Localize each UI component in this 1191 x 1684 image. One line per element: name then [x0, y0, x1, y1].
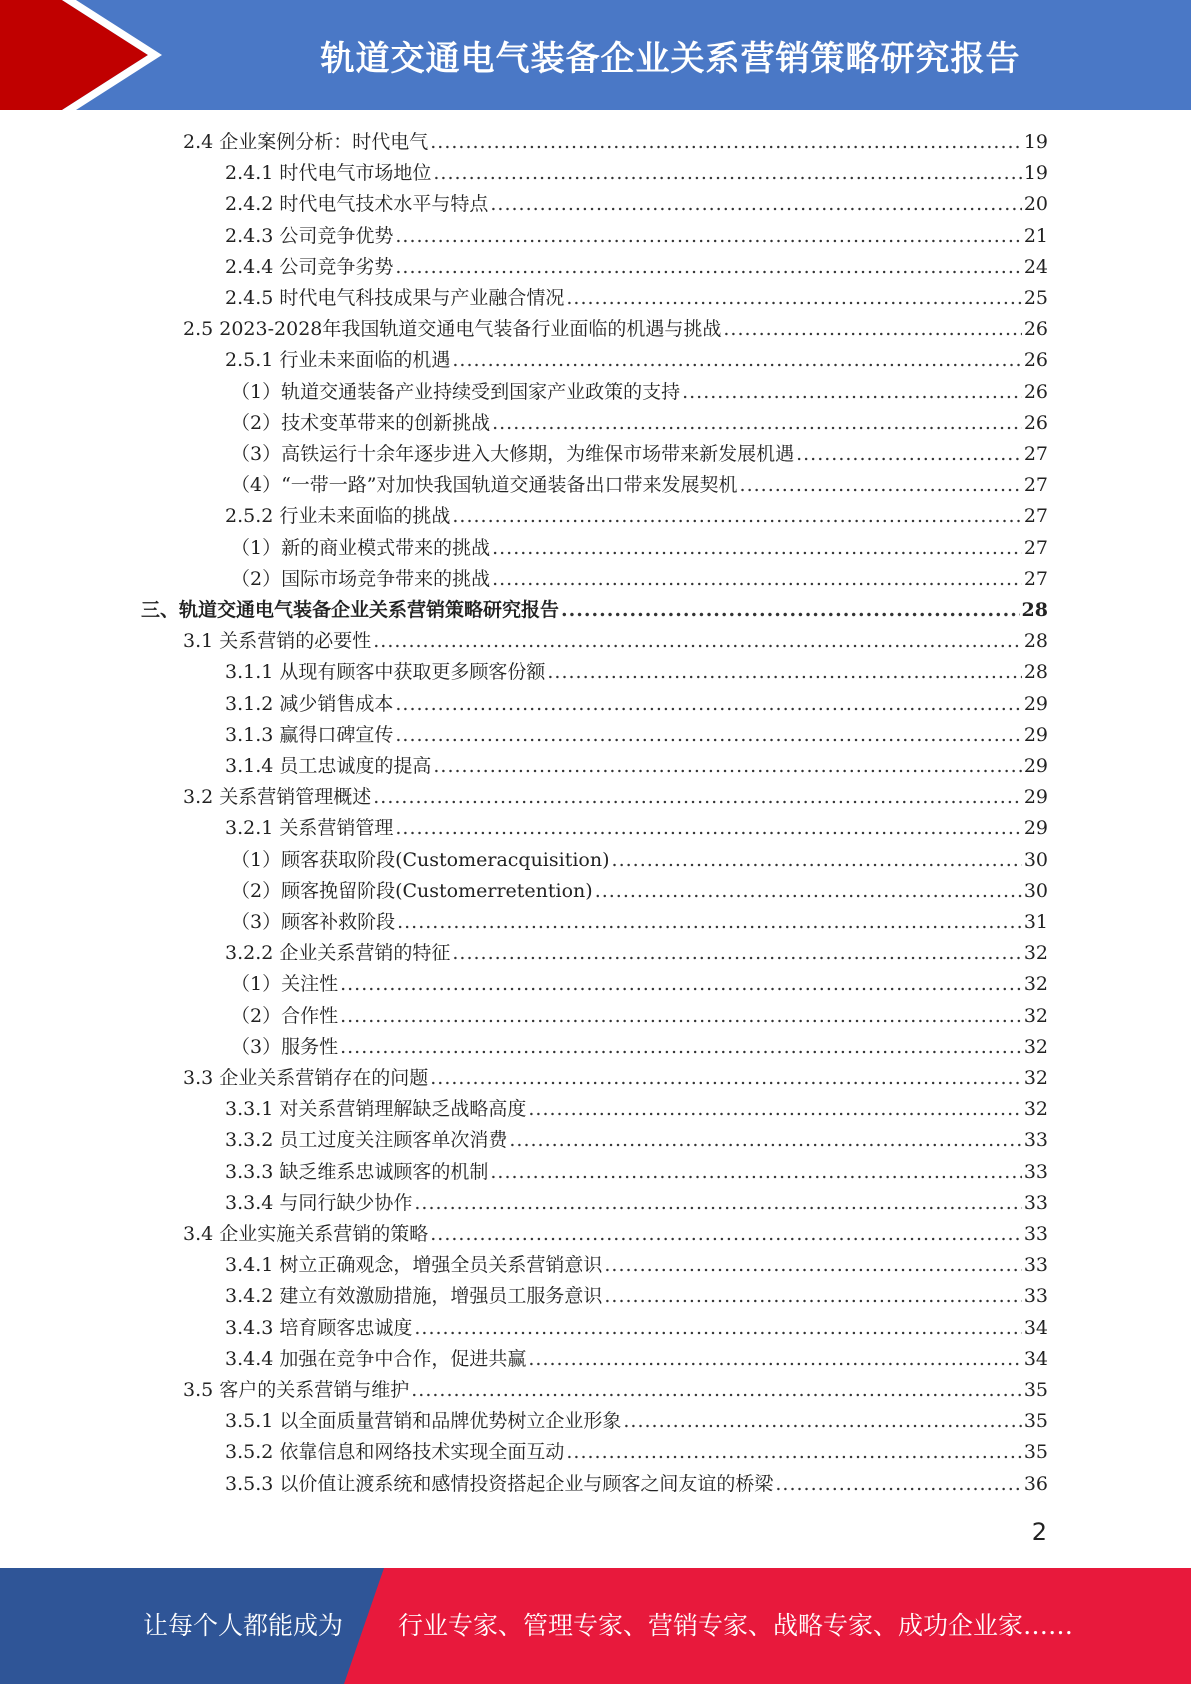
footer-slogan-right: 行业专家、管理专家、营销专家、战略专家、成功企业家……	[398, 1611, 1074, 1640]
toc-dot-leader	[452, 501, 1021, 532]
toc-entry-page: 31	[1023, 911, 1048, 933]
toc-entry[interactable]	[183, 314, 1048, 345]
toc-dot-leader	[395, 221, 1021, 252]
toc-entry-title: （2）国际市场竞争带来的挑战	[231, 567, 491, 590]
toc-entry-page: 28	[1021, 599, 1048, 621]
toc-entry-page: 21	[1023, 224, 1048, 247]
toc-entry[interactable]	[225, 813, 1048, 844]
toc-dot-leader	[509, 1125, 1021, 1156]
page-header	[0, 0, 1191, 110]
toc-entry[interactable]	[225, 657, 1048, 688]
toc-entry-title: 3.2 关系营销管理概述	[183, 786, 372, 809]
toc-entry-page: 30	[1023, 848, 1048, 871]
toc-entry-title: 3.2.1 关系营销管理	[225, 817, 394, 840]
toc-entry[interactable]	[225, 221, 1048, 252]
toc-entry-page: 29	[1023, 755, 1048, 777]
toc-dot-leader	[566, 283, 1021, 314]
toc-entry-page: 29	[1023, 723, 1048, 746]
toc-entry-title: 3.5.3 以价值让渡系统和感情投资搭起企业与顾客之间友谊的桥梁	[225, 1472, 774, 1495]
toc-entry[interactable]	[225, 501, 1048, 532]
toc-entry-page: 30	[1023, 879, 1048, 902]
toc-entry-page: 34	[1023, 1316, 1048, 1339]
toc-entry-page: 33	[1023, 1285, 1048, 1308]
toc-dot-leader	[740, 470, 1022, 501]
toc-entry-page: 33	[1023, 1160, 1048, 1183]
toc-entry[interactable]	[231, 907, 1048, 938]
toc-dot-leader	[395, 720, 1021, 751]
toc-entry[interactable]	[225, 1406, 1048, 1437]
toc-dot-leader	[414, 1188, 1021, 1219]
toc-entry-page: 32	[1023, 973, 1048, 996]
toc-entry-page: 24	[1023, 255, 1048, 278]
toc-entry-page: 26	[1023, 318, 1048, 341]
toc-entry-title: （1）新的商业模式带来的挑战	[231, 536, 491, 559]
toc-entry-title: 3.4.1 树立正确观念，增强全员关系营销意识	[225, 1254, 603, 1277]
toc-entry[interactable]	[183, 782, 1048, 813]
toc-entry[interactable]	[225, 1157, 1048, 1188]
toc-entry-title: （1）轨道交通装备产业持续受到国家产业政策的支持	[231, 380, 681, 403]
toc-dot-leader	[682, 377, 1022, 408]
toc-entry-title: 3.1.1 从现有顾客中获取更多顾客份额	[225, 661, 546, 684]
toc-entry-title: 3.3.3 缺乏维系忠诚顾客的机制	[225, 1160, 489, 1183]
toc-dot-leader	[796, 439, 1022, 470]
toc-dot-leader	[430, 127, 1022, 158]
toc-entry[interactable]	[183, 1219, 1048, 1250]
toc-entry-page: 26	[1023, 380, 1048, 403]
toc-entry-title: 2.4.3 公司竞争优势	[225, 224, 394, 247]
toc-entry[interactable]	[225, 751, 1048, 782]
toc-entry[interactable]	[231, 1001, 1048, 1032]
page-footer	[0, 1568, 1191, 1684]
toc-dot-leader	[433, 751, 1021, 782]
toc-entry-page: 33	[1023, 1129, 1048, 1152]
toc-dot-leader	[595, 876, 1022, 907]
toc-entry-page: 35	[1023, 1441, 1048, 1464]
toc-dot-leader	[490, 1157, 1021, 1188]
toc-dot-leader	[395, 689, 1021, 720]
toc-entry-title: （3）服务性	[231, 1035, 339, 1058]
toc-entry-page: 33	[1023, 1254, 1048, 1277]
toc-dot-leader	[452, 938, 1021, 969]
toc-entry-title: （2）合作性	[231, 1004, 339, 1027]
toc-entry-title: 2.4.2 时代电气技术水平与特点	[225, 193, 489, 216]
toc-entry[interactable]	[231, 564, 1048, 595]
footer-slogan-left: 让每个人都能成为	[143, 1611, 344, 1640]
toc-entry-title: 3.5 客户的关系营销与维护	[183, 1379, 410, 1401]
toc-entry-title: （1）顾客获取阶段(Customeracquisition)	[231, 848, 610, 871]
page-number: 2	[1031, 1518, 1047, 1546]
toc-dot-leader	[528, 1344, 1021, 1375]
toc-entry-page: 32	[1023, 1004, 1048, 1027]
toc-dot-leader	[430, 1219, 1022, 1250]
toc-entry-page: 29	[1023, 786, 1048, 809]
toc-entry[interactable]	[225, 1469, 1048, 1500]
toc-entry[interactable]	[225, 938, 1048, 969]
toc-entry-title: 3.5.2 依靠信息和网络技术实现全面互动	[225, 1441, 565, 1464]
toc-entry-page: 26	[1023, 349, 1048, 372]
toc-dot-leader	[340, 1001, 1022, 1032]
toc-entry[interactable]	[225, 1313, 1048, 1344]
toc-entry[interactable]	[183, 1375, 1048, 1406]
toc-entry-page: 26	[1023, 411, 1048, 434]
toc-entry[interactable]	[141, 595, 1048, 626]
toc-entry-page: 27	[1023, 567, 1048, 590]
toc-entry-title: 3.1.2 减少销售成本	[225, 692, 394, 715]
toc-entry-page: 32	[1023, 942, 1048, 965]
toc-entry-page: 29	[1023, 692, 1048, 715]
toc-entry-title: 2.4.5 时代电气科技成果与产业融合情况	[225, 287, 565, 309]
toc-entry[interactable]	[225, 1250, 1048, 1281]
toc-entry[interactable]	[225, 158, 1048, 189]
toc-entry[interactable]	[225, 1344, 1048, 1375]
toc-dot-leader	[604, 1281, 1021, 1312]
toc-entry-page: 28	[1023, 630, 1048, 653]
toc-entry[interactable]	[183, 626, 1048, 657]
toc-entry-title: 2.4.4 公司竞争劣势	[225, 255, 394, 278]
toc-entry[interactable]	[225, 1125, 1048, 1156]
toc-dot-leader	[452, 345, 1021, 376]
toc-entry-page: 32	[1023, 1035, 1048, 1058]
toc-dot-leader	[490, 189, 1021, 220]
toc-entry-title: （2）技术变革带来的创新挑战	[231, 411, 491, 434]
toc-entry[interactable]	[231, 408, 1048, 439]
toc-dot-leader	[430, 1063, 1022, 1094]
toc-entry-page: 33	[1023, 1191, 1048, 1214]
toc-entry-title: 2.5.1 行业未来面临的机遇	[225, 349, 451, 372]
toc-entry-page: 32	[1023, 1067, 1048, 1089]
toc-entry[interactable]	[225, 1281, 1048, 1312]
toc-entry[interactable]	[231, 969, 1048, 1000]
toc-entry-title: 3.3.1 对关系营销理解缺乏战略高度	[225, 1098, 527, 1121]
toc-entry[interactable]	[225, 720, 1048, 751]
toc-entry-page: 25	[1023, 287, 1048, 309]
toc-dot-leader	[623, 1406, 1021, 1437]
toc-entry[interactable]	[231, 377, 1048, 408]
toc-entry-page: 35	[1023, 1410, 1048, 1433]
toc-entry[interactable]	[183, 127, 1048, 158]
toc-entry[interactable]	[225, 1094, 1048, 1125]
toc-entry[interactable]	[183, 1063, 1048, 1094]
toc-entry-title: （3）高铁运行十余年逐步进入大修期，为维保市场带来新发展机遇	[231, 443, 795, 465]
toc-entry-page: 19	[1023, 131, 1048, 153]
toc-entry-page: 28	[1023, 661, 1048, 684]
toc-entry-title: 3.2.2 企业关系营销的特征	[225, 942, 451, 965]
toc-entry-title: 2.4 企业案例分析：时代电气	[183, 131, 429, 153]
toc-entry-page: 33	[1023, 1223, 1048, 1245]
toc-entry[interactable]	[225, 689, 1048, 720]
toc-entry-page: 27	[1023, 505, 1048, 528]
toc-entry-title: 3.4.2 建立有效激励措施，增强员工服务意识	[225, 1285, 603, 1308]
toc-dot-leader	[561, 595, 1020, 626]
toc-entry-title: 3.5.1 以全面质量营销和品牌优势树立企业形象	[225, 1410, 622, 1433]
toc-entry[interactable]	[231, 470, 1048, 501]
toc-entry[interactable]	[225, 189, 1048, 220]
toc-entry-page: 35	[1023, 1379, 1048, 1401]
toc-dot-leader	[604, 1250, 1021, 1281]
toc-entry[interactable]	[231, 1032, 1048, 1063]
toc-dot-leader	[395, 813, 1021, 844]
toc-dot-leader	[373, 626, 1022, 657]
toc-entry[interactable]	[231, 533, 1048, 564]
header-title: 轨道交通电气装备企业关系营销策略研究报告	[320, 38, 1021, 79]
toc-dot-leader	[566, 1437, 1021, 1468]
toc-dot-leader	[414, 1313, 1021, 1344]
toc-entry-title: 2.5.2 行业未来面临的挑战	[225, 505, 451, 528]
toc-entry-title: 3.1.3 赢得口碑宣传	[225, 723, 394, 746]
toc-entry-title: 2.5 2023-2028年我国轨道交通电气装备行业面临的机遇与挑战	[183, 318, 722, 341]
toc-entry[interactable]	[225, 283, 1048, 314]
toc-entry[interactable]	[225, 1437, 1048, 1468]
toc-dot-leader	[397, 907, 1022, 938]
toc-dot-leader	[433, 158, 1021, 189]
toc-entry-page: 19	[1023, 162, 1048, 185]
toc-entry[interactable]	[225, 1188, 1048, 1219]
toc-entry[interactable]	[231, 845, 1048, 876]
toc-entry-title: 3.3.4 与同行缺少协作	[225, 1191, 413, 1214]
toc-entry-page: 32	[1023, 1098, 1048, 1121]
toc-entry-title: （4）“一带一路”对加快我国轨道交通装备出口带来发展契机	[231, 474, 738, 497]
toc-dot-leader	[528, 1094, 1021, 1125]
toc-entry-title: 3.1.4 员工忠诚度的提高	[225, 755, 432, 777]
toc-dot-leader	[492, 564, 1022, 595]
toc-entry-title: 3.4.4 加强在竞争中合作，促进共赢	[225, 1347, 527, 1370]
toc-dot-leader	[340, 1032, 1022, 1063]
toc-entry-page: 29	[1023, 817, 1048, 840]
toc-entry[interactable]	[225, 345, 1048, 376]
toc-dot-leader	[373, 782, 1022, 813]
toc-entry-page: 27	[1023, 536, 1048, 559]
toc-dot-leader	[340, 969, 1022, 1000]
toc-dot-leader	[492, 533, 1022, 564]
toc-entry-title: （3）顾客补救阶段	[231, 911, 396, 933]
toc-entry-page: 20	[1023, 193, 1048, 216]
toc-entry-title: （2）顾客挽留阶段(Customerretention)	[231, 879, 593, 902]
toc-entry-page: 27	[1023, 474, 1048, 497]
toc-entry-title: 3.1 关系营销的必要性	[183, 630, 372, 653]
toc-dot-leader	[395, 252, 1021, 283]
toc-entry-title: 3.4.3 培育顾客忠诚度	[225, 1316, 413, 1339]
toc-entry-title: 3.4 企业实施关系营销的策略	[183, 1223, 429, 1245]
toc-dot-leader	[411, 1375, 1022, 1406]
toc-dot-leader	[492, 408, 1022, 439]
toc-entry-title: 3.3.2 员工过度关注顾客单次消费	[225, 1129, 508, 1152]
toc-entry-page: 36	[1023, 1472, 1048, 1495]
toc-entry-page: 34	[1023, 1347, 1048, 1370]
toc-dot-leader	[723, 314, 1021, 345]
toc-entry[interactable]	[231, 439, 1048, 470]
toc-entry-page: 27	[1023, 443, 1048, 465]
toc-entry-title: 2.4.1 时代电气市场地位	[225, 162, 432, 185]
toc-entry-title: （1）关注性	[231, 973, 339, 996]
toc-entry-title: 3.3 企业关系营销存在的问题	[183, 1067, 429, 1089]
toc-entry[interactable]	[225, 252, 1048, 283]
toc-dot-leader	[612, 845, 1022, 876]
toc-dot-leader	[775, 1469, 1021, 1500]
toc-entry-title: 三、轨道交通电气装备企业关系营销策略研究报告	[141, 599, 560, 621]
toc-dot-leader	[547, 657, 1021, 688]
toc-entry[interactable]	[231, 876, 1048, 907]
